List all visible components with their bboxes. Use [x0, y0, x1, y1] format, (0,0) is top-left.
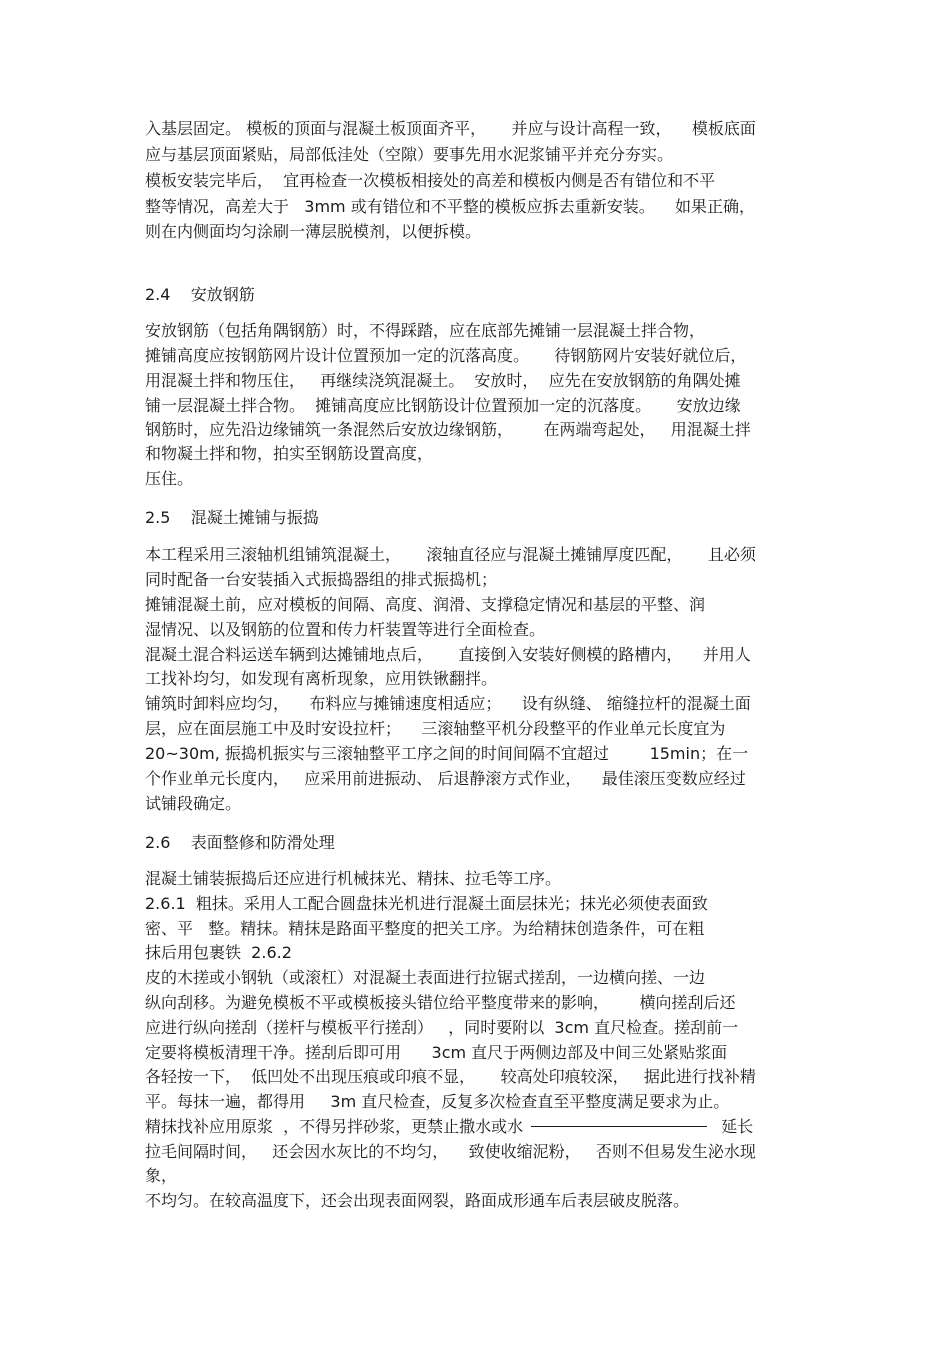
- text-line: 应与基层顶面紧贴，局部低洼处（空隙）要事先用水泥浆铺平并充分夯实。: [145, 145, 674, 164]
- text-line: 2.6.1 粗抹。采用人工配合圆盘抹光机进行混凝土面层抹光；抹光必须使表面致: [145, 894, 708, 913]
- text-line: 纵向刮移。为避免模板不平或模板接头错位给平整度带来的影响， 横向搓刮后还: [145, 993, 736, 1012]
- text-line: 压住。: [145, 469, 194, 488]
- text-segment: 精抹找补应用原浆 ，不得另拌砂浆，更禁止撒水或水: [145, 1117, 524, 1136]
- text-line: 入基层固定。 模板的顶面与混凝土板顶面齐平， 并应与设计高程一致， 模板底面: [145, 119, 756, 138]
- text-line: 和物凝土拌和物，拍实至钢筋设置高度，: [145, 444, 434, 463]
- text-line: 混凝土铺装振捣后还应进行机械抹光、精抹、拉毛等工序。: [145, 869, 562, 888]
- text-line: 工找补均匀，如发现有离析现象，应用铁锹翻拌。: [145, 669, 498, 688]
- text-line: 不均匀。在较高温度下，还会出现表面网裂，路面成形通车后表层破皮脱落。: [145, 1191, 690, 1210]
- text-line: 安放钢筋（包括角隅钢筋）时，不得踩踏，应在底部先摊铺一层混凝土拌合物，: [145, 321, 706, 340]
- text-line: 象，: [145, 1166, 178, 1185]
- text-line: 应进行纵向搓刮（搓杆与模板平行搓刮） ，同时要附以 3cm 直尺检查。搓刮前一: [145, 1018, 739, 1037]
- text-line: 铺一层混凝土拌合物。 摊铺高度应比钢筋设计位置预加一定的沉落度。 安放边缘: [145, 396, 741, 415]
- text-line: 本工程采用三滚轴机组铺筑混凝土， 滚轴直径应与混凝土摊铺厚度匹配， 且必须: [145, 545, 756, 564]
- text-line: 混凝土混合料运送车辆到达摊铺地点后， 直接倒入安装好侧模的路槽内， 并用人: [145, 645, 751, 664]
- text-line: 摊铺高度应按钢筋网片设计位置预加一定的沉落高度。 待钢筋网片安装好就位后，: [145, 346, 747, 365]
- text-line: 定要将模板清理干净。搓刮后即可用 3cm 直尺于两侧边部及中间三处紧贴浆面: [145, 1043, 728, 1062]
- text-line: 铺筑时卸料应均匀， 布料应与摊铺速度相适应； 设有纵缝、 缩缝拉杆的混凝土面: [145, 694, 751, 713]
- text-line: 模板安装完毕后， 宜再检查一次模板相接处的高差和模板内侧是否有错位和不平: [145, 171, 716, 190]
- text-line: 各轻按一下， 低凹处不出现压痕或印痕不显， 较高处印痕较深， 据此进行找补精: [145, 1067, 756, 1086]
- text-line: 整等情况，高差大于 3mm 或有错位和不平整的模板应拆去重新安装。 如果正确，: [145, 197, 756, 216]
- text-segment: 延长: [721, 1117, 754, 1136]
- section-heading: 2.6 表面整修和防滑处理: [145, 833, 335, 852]
- text-line: 皮的木搓或小钢轨（或滚杠）对混凝土表面进行拉锯式搓刮，一边横向搓、一边: [145, 968, 706, 987]
- text-line: 拉毛间隔时间， 还会因水灰比的不均匀， 致使收缩泥粉， 否则不但易发生泌水现: [145, 1142, 756, 1161]
- text-line: 个作业单元长度内， 应采用前进振动、 后退静滚方式作业， 最佳滚压变数应经过: [145, 769, 746, 788]
- text-line: 试铺段确定。: [145, 794, 242, 813]
- text-line: 同时配备一台安装插入式振捣器组的排式振捣机；: [145, 570, 498, 589]
- text-line: 摊铺混凝土前，应对模板的间隔、高度、润滑、支撑稳定情况和基层的平整、润: [145, 595, 706, 614]
- text-line: 钢筋时，应先沿边缘铺筑一条混然后安放边缘钢筋， 在两端弯起处， 用混凝土拌: [145, 420, 751, 439]
- section-heading: 2.4 安放钢筋: [145, 285, 255, 304]
- text-line-with-blank: [145, 1116, 753, 1138]
- text-line: 则在内侧面均匀涂刷一薄层脱模剂，以便拆模。: [145, 222, 482, 241]
- text-line: 密、平 整。精抹。精抹是路面平整度的把关工序。为给精抹创造条件，可在粗: [145, 919, 705, 938]
- text-line: 层，应在面层施工中及时安设拉杆； 三滚轴整平机分段整平的作业单元长度宜为: [145, 719, 726, 738]
- text-line: 湿情况、以及钢筋的位置和传力杆装置等进行全面检查。: [145, 620, 546, 639]
- text-line: 20~30m, 振捣机振实与三滚轴整平工序之间的时间间隔不宜超过 15min；在一: [145, 744, 749, 763]
- section-heading: 2.5 混凝土摊铺与振捣: [145, 508, 319, 527]
- text-line: 用混凝土拌和物压住， 再继续浇筑混凝土。 安放时， 应先在安放钢筋的角隅处摊: [145, 371, 741, 390]
- text-line: 抹后用包裹铁 2.6.2: [145, 943, 292, 962]
- blank-rule: [531, 1126, 707, 1127]
- text-line: 平。每抹一遍，都得用 3m 直尺检查，反复多次检查直至平整度满足要求为止。: [145, 1092, 730, 1111]
